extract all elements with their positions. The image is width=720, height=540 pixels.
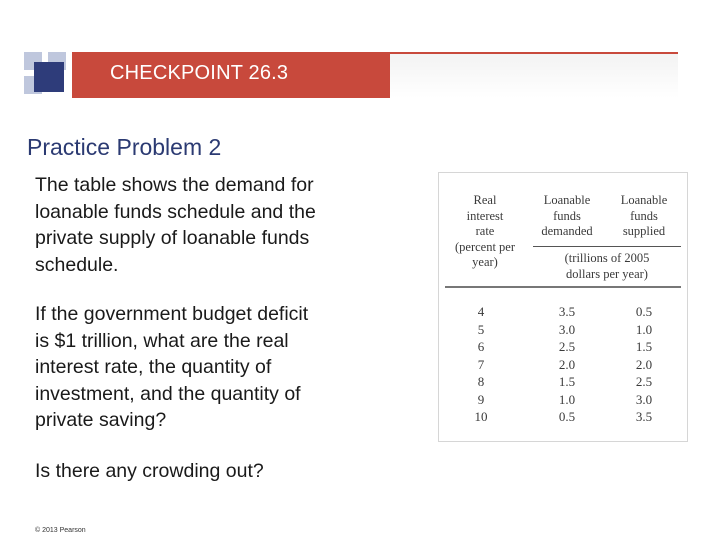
cell-funds-supplied: 1.5 <box>635 339 653 354</box>
header-divider <box>533 246 681 247</box>
logo-square-dark <box>34 62 64 92</box>
cell-funds-supplied: 3.5 <box>635 409 653 424</box>
cell-funds-supplied: 1.0 <box>635 321 653 337</box>
text-line: Is there any crowding out? <box>35 460 264 482</box>
text-line: schedule. <box>35 253 119 276</box>
cell-funds-demanded: 2.5 <box>558 339 576 354</box>
problem-paragraph-1 <box>35 172 316 278</box>
header-line: supplied <box>622 224 666 238</box>
cell-funds-supplied: 0.5 <box>635 304 653 319</box>
text-line: investment, and the quantity of <box>35 382 301 405</box>
cell-funds-demanded: 1.0 <box>558 391 576 407</box>
cell-interest-rate: 4 <box>477 304 485 319</box>
text-line: loanable funds schedule and the <box>35 200 316 223</box>
header-line: funds <box>630 208 658 223</box>
checkpoint-title: CHECKPOINT 26.3 <box>110 62 289 84</box>
header-line: Loanable <box>620 193 668 207</box>
header-funds-demanded <box>531 193 603 240</box>
header-line: rate <box>475 224 495 238</box>
header-line: dollars per year) <box>566 266 648 281</box>
table-header-rule <box>445 286 681 288</box>
header-line: demanded <box>541 224 593 238</box>
loanable-funds-table <box>438 172 688 442</box>
text-line: If the government budget deficit <box>35 303 309 325</box>
banner-shadow <box>390 54 678 98</box>
header-line: (trillions of 2005 <box>564 251 650 265</box>
cell-funds-demanded: 3.0 <box>558 321 576 337</box>
cell-interest-rate: 10 <box>474 409 488 424</box>
header-units <box>533 251 681 282</box>
text-line: The table shows the demand for <box>35 174 314 196</box>
cell-interest-rate: 8 <box>477 374 485 389</box>
header-line: interest <box>466 208 504 223</box>
text-line: interest rate, the quantity of <box>35 356 272 378</box>
cell-interest-rate: 9 <box>477 391 485 407</box>
cell-funds-demanded: 3.5 <box>558 304 576 319</box>
cell-funds-demanded: 1.5 <box>558 374 576 389</box>
header-funds-supplied <box>607 193 681 240</box>
header-line: Loanable <box>543 193 591 207</box>
cell-funds-supplied: 2.0 <box>635 356 653 372</box>
text-line: private supply of loanable funds <box>35 227 310 249</box>
header-line: (percent per <box>454 239 516 254</box>
header-real-interest-rate <box>443 193 527 271</box>
cell-interest-rate: 5 <box>477 321 485 337</box>
cell-interest-rate: 7 <box>477 356 485 372</box>
text-line: is $1 trillion, what are the real <box>35 329 289 352</box>
cell-funds-demanded: 0.5 <box>558 409 576 424</box>
text-line: private saving? <box>35 409 167 431</box>
header-line: year) <box>472 255 498 269</box>
cell-funds-supplied: 3.0 <box>635 391 653 407</box>
copyright-notice: © 2013 Pearson <box>35 527 86 534</box>
cell-funds-demanded: 2.0 <box>558 356 576 372</box>
cell-interest-rate: 6 <box>477 339 485 354</box>
header-line: Real <box>473 193 497 207</box>
problem-paragraph-3 <box>35 458 264 485</box>
header-line: funds <box>553 208 581 223</box>
practice-problem-title: Practice Problem 2 <box>27 134 222 160</box>
cell-funds-supplied: 2.5 <box>635 374 653 389</box>
problem-paragraph-2 <box>35 301 308 434</box>
